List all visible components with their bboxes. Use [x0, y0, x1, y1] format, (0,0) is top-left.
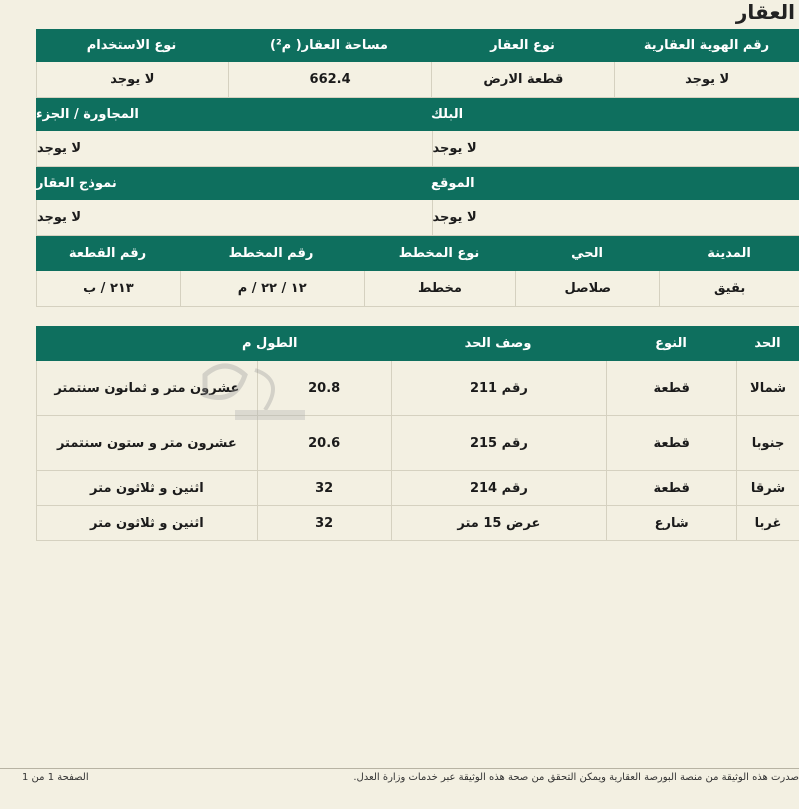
bound-type: قطعة: [606, 361, 736, 415]
value-plan-type: مخطط: [364, 271, 516, 306]
bound-type: قطعة: [606, 416, 736, 470]
bound-desc: عرض 15 متر: [391, 506, 607, 540]
bound-type: قطعة: [606, 471, 736, 505]
property-info-row: [36, 62, 799, 98]
bound-length-text: عشرون متر و ثمانون سنتمتر: [54, 380, 240, 396]
bound-side: شمالا: [736, 361, 799, 415]
bounds-header: [36, 326, 799, 361]
value-city: بقيق: [659, 271, 799, 306]
location-row: [36, 200, 799, 236]
header-bound-length: الطول م: [242, 336, 298, 351]
bound-length-text: عشرون متر و ستون سنتمتر: [56, 435, 237, 451]
bound-length: 32: [257, 471, 391, 505]
value-plot-number: ٢١٣ / ب: [83, 281, 134, 296]
bound-length-text: اثنين و ثلاثون متر: [90, 480, 204, 496]
value-property-type: قطعة الارض: [431, 62, 614, 97]
value-plan-number: ١٢ / ٢٢ / م: [180, 271, 364, 306]
header-property-model: نموذج العقار: [36, 176, 117, 191]
value-usage-type: لا يوجد: [110, 72, 155, 87]
header-property-type: نوع العقار: [490, 38, 555, 53]
table-row: [36, 471, 799, 506]
footer-divider: [0, 768, 799, 769]
header-city: المدينة: [707, 246, 751, 261]
page-number: الصفحة 1 من 1: [22, 772, 89, 783]
page-title: العقار: [735, 0, 795, 24]
header-neighborhood-part: المجاورة / الجزء: [36, 107, 139, 122]
block-row: [36, 131, 799, 167]
value-block: لا يوجد: [432, 131, 799, 166]
bound-side: شرقا: [736, 471, 799, 505]
bound-length-text: اثنين و ثلاثون متر: [90, 515, 204, 531]
table-row: [36, 506, 799, 541]
location-header: [36, 167, 799, 200]
header-property-id: رقم الهوية العقارية: [643, 38, 770, 53]
value-neighborhood-part: لا يوجد: [37, 141, 82, 156]
header-bound-desc: وصف الحد: [464, 336, 532, 351]
header-plot-number: رقم القطعة: [68, 246, 147, 261]
bound-desc: رقم 211: [391, 361, 607, 415]
value-property-model: لا يوجد: [37, 210, 82, 225]
value-property-area: 662.4: [228, 62, 432, 97]
header-block: البلك: [431, 107, 464, 122]
table-row: [36, 361, 799, 416]
watermark-logo: [175, 355, 325, 435]
value-property-id: لا يوجد: [614, 62, 799, 97]
header-usage-type: نوع الاستخدام: [86, 38, 177, 53]
bound-length: 20.6: [257, 416, 391, 470]
value-location: لا يوجد: [432, 200, 799, 235]
bound-length: 32: [257, 506, 391, 540]
table-row: [36, 416, 799, 471]
header-district: الحي: [571, 246, 603, 261]
header-bound-type: النوع: [655, 336, 687, 351]
bound-side: جنوبا: [736, 416, 799, 470]
value-district: صلاصل: [515, 271, 659, 306]
footer-note: صدرت هذه الوثيقة من منصة البورصة العقارية ويمكن التحقق من صحة هذه الوثيقة عبر خدمات وزارة العدل.: [353, 772, 799, 783]
bound-length: 20.8: [257, 361, 391, 415]
header-bound: الحد: [754, 336, 781, 351]
property-info-header: [36, 29, 799, 62]
bound-desc: رقم 215: [391, 416, 607, 470]
bound-type: شارع: [606, 506, 736, 540]
header-location: الموقع: [431, 176, 475, 191]
bound-side: غربا: [736, 506, 799, 540]
plan-row: [36, 271, 799, 307]
header-property-area: مساحة العقار( م²): [270, 38, 388, 53]
plan-header: [36, 236, 799, 271]
block-header: [36, 98, 799, 131]
bound-desc: رقم 214: [391, 471, 607, 505]
header-plan-number: رقم المخطط: [228, 246, 314, 261]
header-plan-type: نوع المخطط: [398, 246, 480, 261]
